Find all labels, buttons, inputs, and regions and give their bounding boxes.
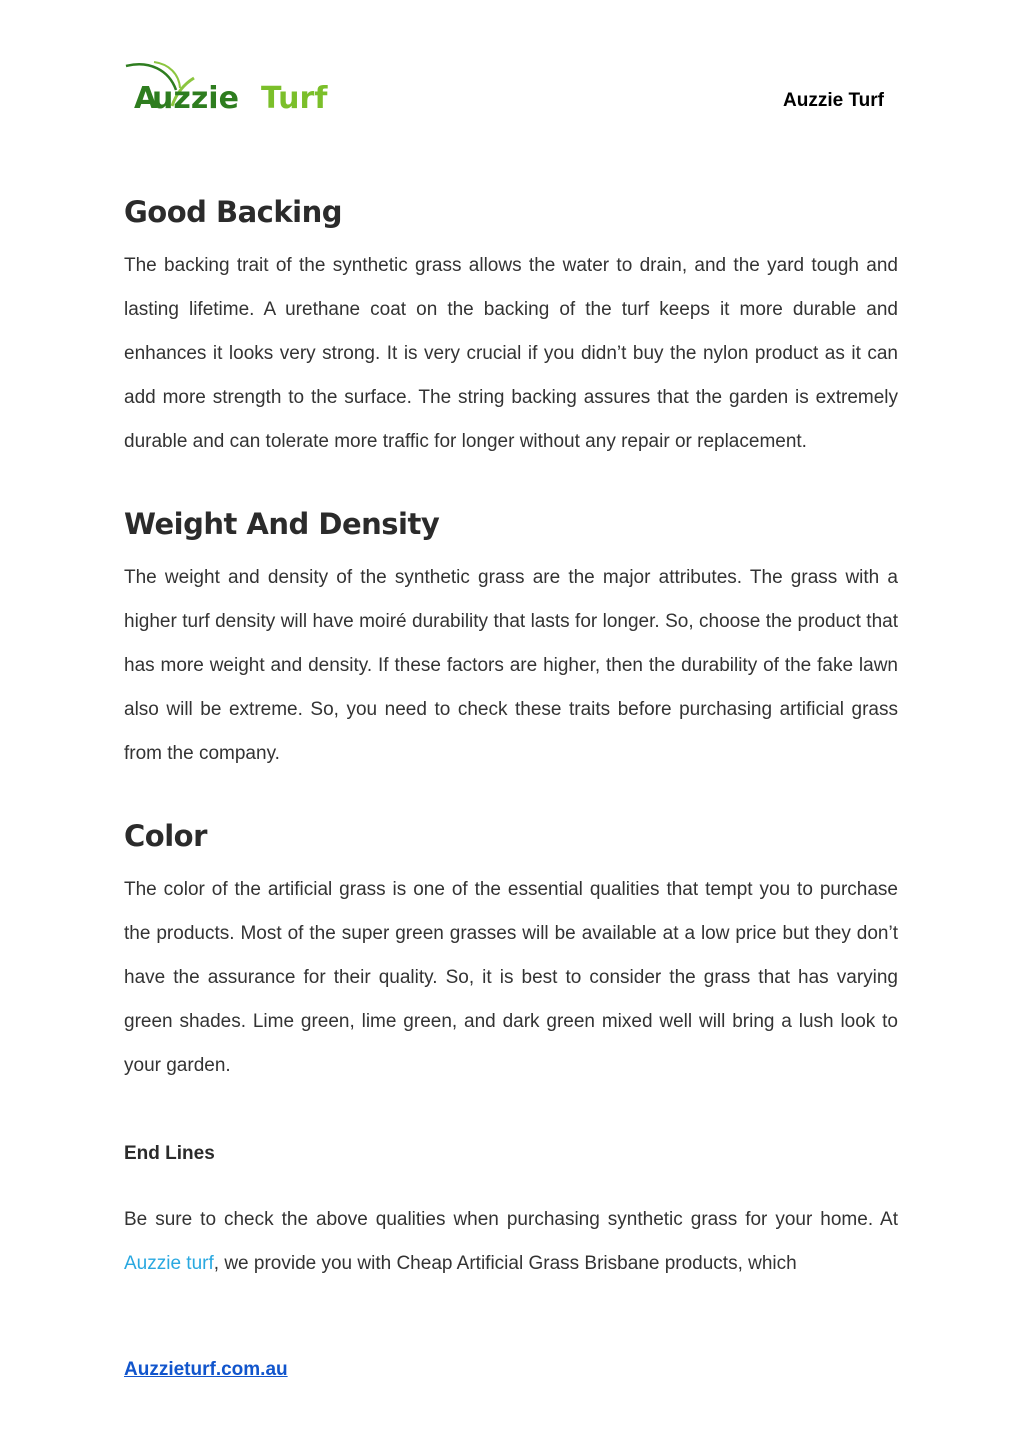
section-heading-color: Color — [124, 819, 207, 853]
section-body-weight-density: The weight and density of the synthetic grass are the major attributes. The grass with a higher turf density will have moiré durability that lasts for longer. So, choose the product that has more weight and density. If these factors are higher, then the durability of the fake lawn also will be extreme. So, you need to check these traits before purchasing artificial grass from the company. — [124, 567, 898, 764]
section-body-good-backing: The backing trait of the synthetic grass allows the water to drain, and the yard tough and lasting lifetime. A urethane coat on the backing of the turf keeps it more durable and enhances it looks very strong. It is very crucial if you didn’t buy the nylon product as it can add more strength to the surface. The string backing assures that the garden is extremely durable and can tolerate more traffic for longer without any repair or replacement. — [124, 255, 898, 452]
article-content — [124, 190, 898, 1286]
end-lines-text-before: Be sure to check the above qualities when purchasing synthetic grass for your home. At — [124, 1209, 898, 1230]
svg-text:A: A — [134, 81, 158, 114]
end-lines-heading: End Lines — [124, 1143, 215, 1164]
logo-text-turf: Turf — [261, 81, 328, 114]
logo-text-auzzie: uzzie — [152, 81, 239, 114]
end-lines-paragraph — [124, 1198, 898, 1286]
section-heading-weight-density: Weight And Density — [124, 507, 440, 541]
end-lines-text-after: , we provide you with Cheap Artificial Grass Brisbane products, which — [213, 1253, 797, 1274]
footer-site-link[interactable]: Auzzieturf.com.au — [124, 1359, 288, 1380]
auzzie-turf-link[interactable]: Auzzie turf — [124, 1253, 214, 1274]
section-body-color: The color of the artificial grass is one of the essential qualities that tempt you to purchase the products. Most of the super green grasses will be available at a low price but they don’t have the assurance for their quality. So, it is best to consider the grass that has varying green shades. Lime green, lime green, and dark green mixed well will bring a lush look to your garden. — [124, 879, 898, 1076]
auzzie-turf-logo — [124, 60, 329, 114]
header-title: Auzzie Turf — [783, 90, 884, 111]
section-heading-good-backing: Good Backing — [124, 195, 342, 229]
